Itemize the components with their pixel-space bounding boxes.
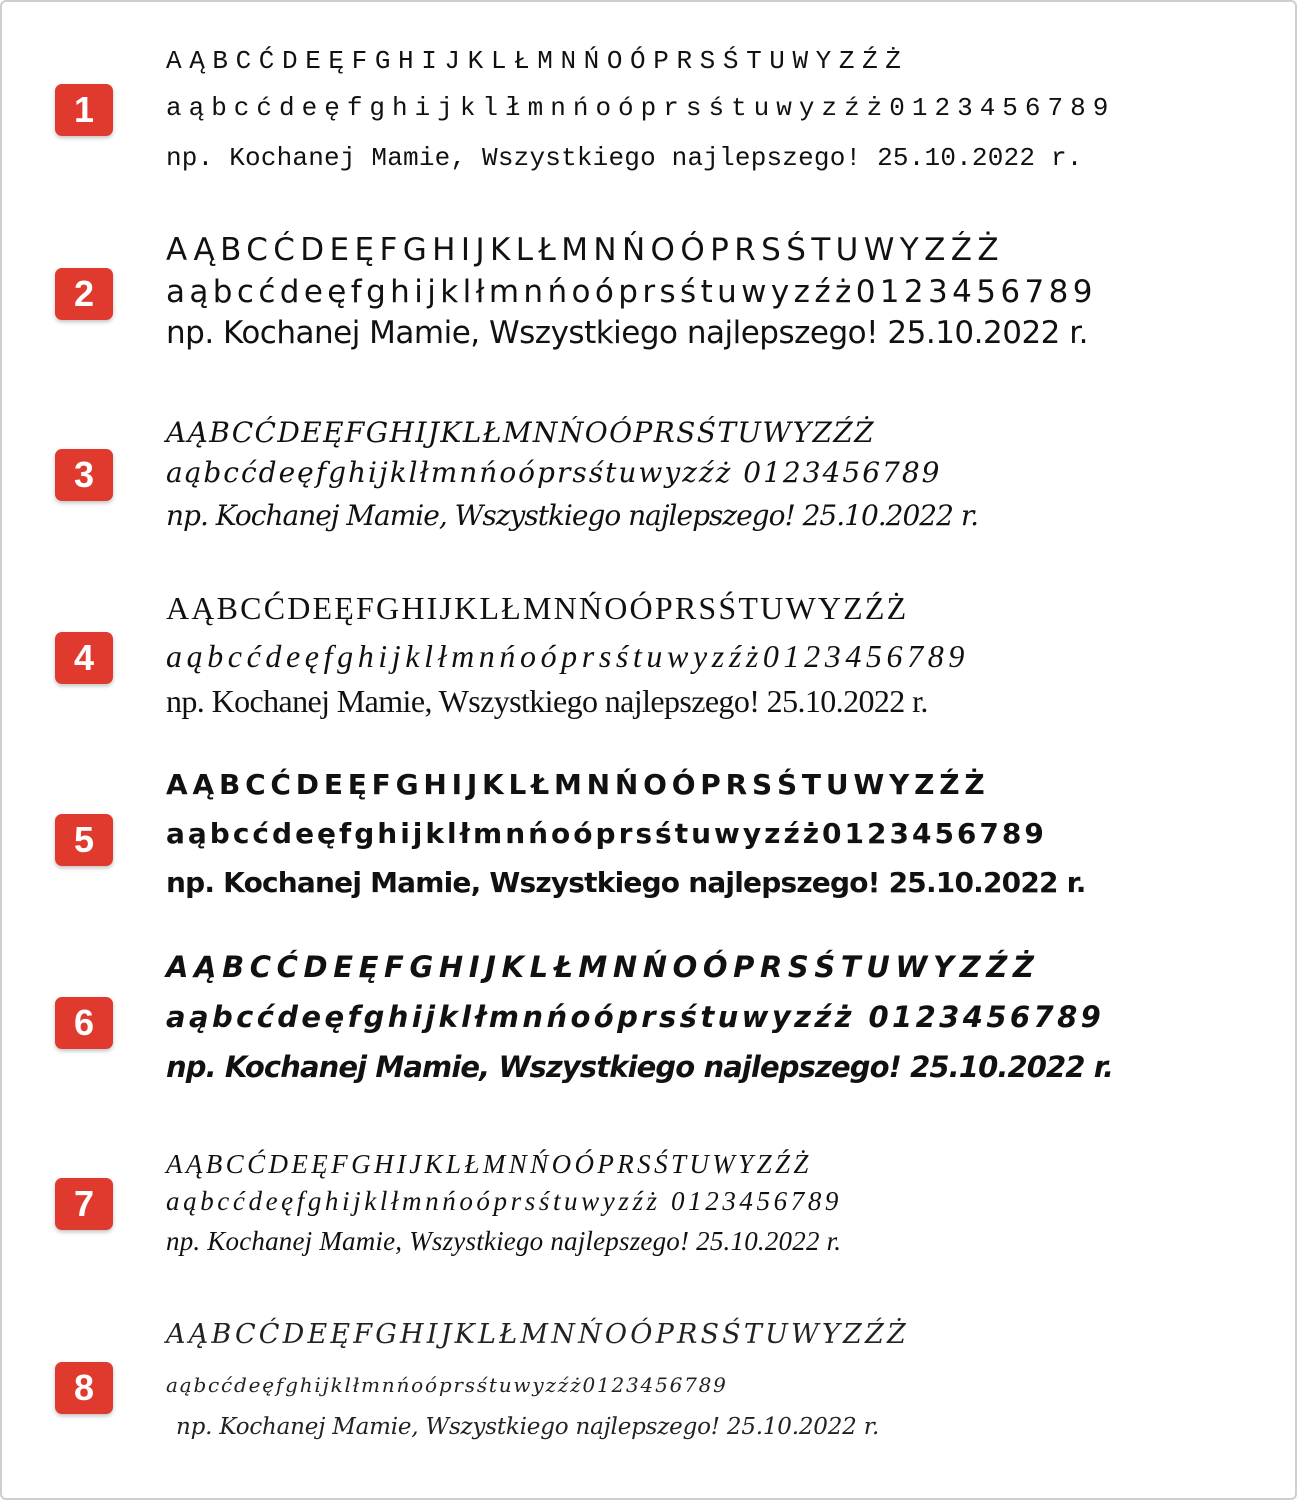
lowercase-alphabet-digits: aąbcćdeęfghijklłmnńoóprsśtuwyzźż 0123456789: [166, 456, 942, 489]
example-text: np. Kochanej Mamie, Wszystkiego najlepszego! 25.10.2022 r.: [166, 1050, 1114, 1084]
uppercase-alphabet: AĄBCĆDEĘFGHIJKLŁMNŃOÓPRSŚTUWYZŹŻ: [166, 590, 909, 626]
example-text: np. Kochanej Mamie, Wszystkiego najlepszego! 25.10.2022 r.: [166, 499, 979, 532]
uppercase-alphabet: AĄBCĆDEĘFGHIJKLŁMNŃOÓPRSŚTUWYZŹŻ: [166, 46, 909, 76]
lowercase-alphabet-digits: aąbcćdeęfghijklłmnńoóprsśtuwyzźż0123456789: [166, 817, 1047, 850]
example-text: np. Kochanej Mamie, Wszystkiego najlepszego! 25.10.2022 r.: [166, 143, 1083, 173]
example-text: np. Kochanej Mamie, Wszystkiego najlepszego! 25.10.2022 r.: [166, 866, 1086, 899]
sample-number-badge: 8: [55, 1362, 113, 1414]
uppercase-alphabet: AĄBCĆDEĘFGHIJKLŁMNŃOÓPRSŚTUWYZŹŻ: [166, 950, 1040, 984]
sample-number-badge: 2: [55, 268, 113, 320]
uppercase-alphabet: AĄBCĆDEĘFGHIJKLŁMNŃOÓPRSŚTUWYZŹŻ: [166, 1319, 909, 1350]
sample-number-badge: 7: [55, 1178, 113, 1230]
sample-number-badge: 3: [55, 449, 113, 501]
example-text: np. Kochanej Mamie, Wszystkiego najlepszego! 25.10.2022 r.: [166, 315, 1088, 351]
example-text: np. Kochanej Mamie, Wszystkiego najlepszego! 25.10.2022 r.: [166, 683, 928, 719]
uppercase-alphabet: AĄBCĆDEĘFGHIJKLŁMNŃOÓPRSŚTUWYZŹŻ: [166, 232, 1005, 268]
uppercase-alphabet: AĄBCĆDEĘFGHIJKLŁMNŃOÓPRSŚTUWYZŹŻ: [166, 1149, 812, 1179]
sample-number-badge: 1: [55, 84, 113, 136]
uppercase-alphabet: AĄBCĆDEĘFGHIJKLŁMNŃOÓPRSŚTUWYZŹŻ: [166, 416, 876, 449]
lowercase-alphabet-digits: aąbcćdeęfghijklłmnńoóprsśtuwyzźż0123456789: [166, 93, 1116, 123]
lowercase-alphabet-digits: aąbcćdeęfghijklłmnńoóprsśtuwyzźż 0123456789: [166, 1000, 1105, 1034]
lowercase-alphabet-digits: aąbcćdeęfghijklłmnńoóprsśtuwyzźż0123456789: [166, 1373, 728, 1397]
lowercase-alphabet-digits: aąbcćdeęfghijklłmnńoóprsśtuwyzźż0123456789: [166, 274, 1097, 310]
lowercase-alphabet-digits: aąbcćdeęfghijklłmnńoóprsśtuwyzźż 0123456789: [166, 1186, 843, 1216]
example-text: np. Kochanej Mamie, Wszystkiego najlepszego! 25.10.2022 r.: [176, 1414, 880, 1440]
example-text: np. Kochanej Mamie, Wszystkiego najlepszego! 25.10.2022 r.: [166, 1226, 842, 1256]
sample-number-badge: 5: [55, 814, 113, 866]
sample-number-badge: 4: [55, 632, 113, 684]
lowercase-alphabet-digits: aąbcćdeęfghijklłmnńoóprsśtuwyzźż0123456789: [166, 638, 969, 674]
sample-number-badge: 6: [55, 997, 113, 1049]
uppercase-alphabet: AĄBCĆDEĘFGHIJKLŁMNŃOÓPRSŚTUWYZŹŻ: [166, 768, 990, 801]
